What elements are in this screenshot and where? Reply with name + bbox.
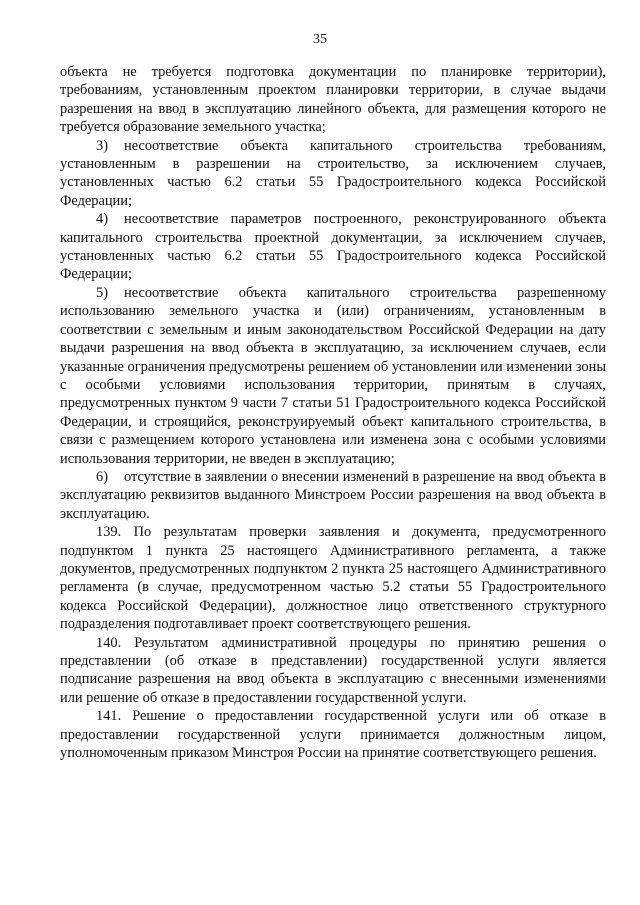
page-number: 35 <box>313 32 327 47</box>
clause-text: 140. Результатом административной процедуры по принятию решения о представлении (об отказе в представлении) государственной услуги является подписание разрешения на ввод объекта в эксплуатацию с внесенными изменениями или решение об отказе в предоставлении государственной услуги. <box>60 634 606 706</box>
list-item-5 <box>60 284 606 468</box>
list-item-number: 4) <box>96 211 108 228</box>
list-item-text: отсутствие в заявлении о внесении изменений в разрешение на ввод объекта в эксплуатацию реквизитов выданного Минстроем России разрешения на ввод объекта в эксплуатацию. <box>60 468 606 522</box>
document-body <box>60 63 606 762</box>
list-item-text: несоответствие объекта капитального строительства разрешенному использованию земельного участка и (или) ограничениям, установленным в соответствии с земельным и иным законодательством Российской Федерации на дату выдачи разрешения на ввод объекта в эксплуатацию, за исключением случаев, если указанные ограничения предусмотрены решением об установлении или изменении зоны с особыми условиями использования территории, принятым в случаях, предусмотренных пунктом 9 части 7 статьи 51 Градостроительного кодекса Российской Федерации, и строящийся, реконструируемый объект капитального строительства, в связи с размещением которого установлена или изменена зона с особыми условиями использования территории, не введен в эксплуатацию; <box>60 284 606 467</box>
list-item-number: 3) <box>96 137 108 154</box>
list-item-3 <box>60 137 606 211</box>
paragraph-continuation <box>60 63 606 137</box>
clause-text: 139. По результатам проверки заявления и документа, предусмотренного подпунктом 1 пункта 25 настоящего Административного регламента, а также документов, предусмотренных подпунктом 2 пункта 25 настоящего Административного регламента (в случае, предусмотренном частью 5.2 статьи 55 Градостроительного кодекса Российской Федерации), должностное лицо ответственного структурного подразделения подготавливает проект соответствующего решения. <box>60 524 606 633</box>
clause-text: 141. Решение о предоставлении государственной услуги или об отказе в предоставлении государственной услуги принимается должностным лицом, уполномоченным приказом Минстроя России на принятие соответствующего решения. <box>60 708 606 762</box>
list-item-text: несоответствие параметров построенного, реконструированного объекта капитального строительства проектной документации, за исключением случаев, установленных частью 6.2 статьи 55 Градостроительного кодекса Российской Федерации; <box>60 211 606 283</box>
clause-141 <box>60 707 606 762</box>
list-item-4 <box>60 210 606 284</box>
list-item-text: несоответствие объекта капитального строительства требованиям, установленным в разрешении на строительство, за исключением случаев, установленных частью 6.2 статьи 55 Градостроительного кодекса Российской Федерации; <box>60 137 606 209</box>
clause-140 <box>60 634 606 708</box>
list-item-6 <box>60 468 606 523</box>
list-item-number: 5) <box>96 284 108 301</box>
paragraph-text: объекта не требуется подготовка документации по планировке территории), требованиям, установленным проектом планировки территории, в случае выдачи разрешения на ввод в эксплуатацию линейного объекта, для размещения которого не требуется образование земельного участка; <box>60 64 606 136</box>
clause-139 <box>60 523 606 633</box>
list-item-number: 6) <box>96 468 108 485</box>
